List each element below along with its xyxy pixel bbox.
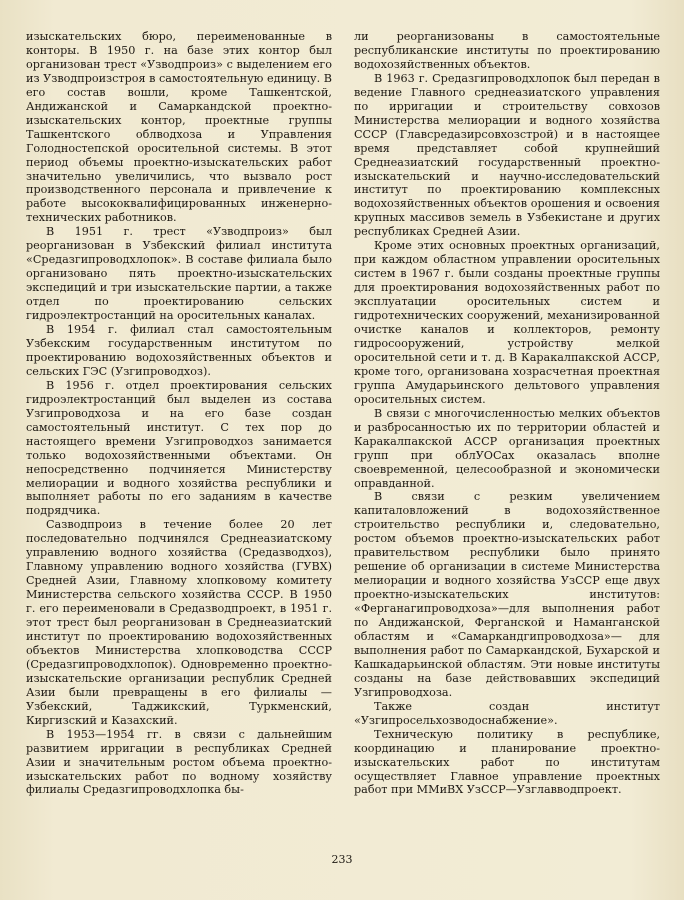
paragraph: В 1963 г. Средазгипроводхлопок был передан в ведение Главного среднеазиатского управления по ирригации и строительству совхозов Министерства мелиорации и водного хозяйства СССР (Главсредазирсовхозстрой) и в настоящее время представляет собой крупнейший Среднеазиатский государственный проектно-изыскательский и научно-исследовательский институт по проектированию комплексных водохозяйственных объектов орошения и освоения крупных массивов земель в Узбекистане и других республиках Средней Азии. <box>354 71 660 239</box>
paragraph: В 1956 г. отдел проектирования сельских гидроэлектростанций был выделен из состава Узгипроводхоза и на его базе создан самостоятельный институт. С тех пор до настоящего времени Узгипроводхоз занимается только водохозяйственными объектами. Он непосредственно подчиняется Министерству мелиорации и водного хозяйства республики и выполняет работы по его заданиям в качестве подрядчика. <box>26 378 332 518</box>
paragraph: изыскательских бюро, переименованные в конторы. В 1950 г. на базе этих контор был организован трест «Узводпроиз» с выделением его из Узводпроизстроя в самостоятельную единицу. В его состав вошли, кроме Ташкентской, Андижанской и Самаркандской проектно-изыскательских контор, проектные группы Ташкентского облводхоза и Управления Голодностепской оросительной системы. В этот период объемы проектно-изыскательских работ значительно увеличились, что вызвало рост производственного персонала и привлечение к работе высококвалифицированных инженерно-технических работников. <box>26 30 332 225</box>
paragraph: В 1953—1954 гг. в связи с дальнейшим развитием ирригации в республиках Средней Азии и значительным ростом объема проектно-изыскательских работ по водному хозяйству филиалы Средазгипроводхлопка бы- <box>26 727 332 797</box>
right-column <box>354 30 660 830</box>
paragraph: Также создан институт «Узгипросельхозводоснабжение». <box>354 699 660 727</box>
left-column <box>26 30 332 830</box>
paragraph: В связи с резким увеличением капиталовложений в водохозяйственное строительство республики и, следовательно, ростом объемов проектно-изыскательских работ правительством республики было принято решение об организации в системе Министерства мелиорации и водного хозяйства УзССР еще двух проектно-изыскательских институтов: «Ферганагипроводхоза»—для выполнения работ по Андижанской, Ферганской и Наманганской областям и «Самаркандгипроводхоза»— для выполнения работ по Самаркандской, Бухарской и Кашкадарьинской областям. Эти новые институты созданы на базе действовавших экспедиций Узгипроводхоза. <box>354 490 660 699</box>
paragraph: В 1951 г. трест «Узводпроиз» был реорганизован в Узбекский филиал института «Средазгипроводхлопок». В составе филиала было организовано пять проектно-изыскательских экспедиций и три изыскательские партии, а также отдел по проектированию сельских гидроэлектростанций на оросительных каналах. <box>26 225 332 323</box>
paragraph: Сазводпроиз в течение более 20 лет последовательно подчинялся Среднеазиатскому управлению водного хозяйства (Средазводхоз), Главному управлению водного хозяйства (ГУВХ) Средней Азии, Главному хлопковому комитету Министерства сельского хозяйства СССР. В 1950 г. его переименовали в Средазводпроект, в 1951 г. этот трест был реорганизован в Среднеазиатский институт по проектированию водохозяйственных объектов Министерства хлопководства СССР (Средазгипроводхлопок). Одновременно проектно-изыскательские организации республик Средней Азии были превращены в его филиалы — Узбекский, Таджикский, Туркменский, Киргизский и Казахский. <box>26 518 332 727</box>
paragraph: ли реорганизованы в самостоятельные республиканские институты по проектированию водохозяйственных объектов. <box>354 30 660 71</box>
paragraph: Кроме этих основных проектных организаций, при каждом областном управлении оросительных систем в 1967 г. были созданы проектные группы для проектирования водохозяйственных работ по эксплуатации оросительных систем и гидротехнических сооружений, механизированной очистке каналов и коллекторов, ремонту гидросооружений, устройству мелкой оросительной сети и т. д. В Каракалпакской АССР, кроме того, организована хозрасчетная проектная группа Амударьинского дельтового управления оросительных систем. <box>354 239 660 406</box>
paragraph: В связи с многочисленностью мелких объектов и разбросанностью их по территории областей и Каракалпакской АССР организация проектных групп при облУОСах оказалась вполне своевременной, целесообразной и экономически оправданной. <box>354 406 660 490</box>
text-columns <box>26 30 660 830</box>
paragraph: Техническую политику в республике, координацию и планирование проектно-изыскательских работ по институтам осуществляет Главное управление проектных работ при ММиВХ УзССР—Узглавводпроект. <box>354 727 660 797</box>
page-number: 233 <box>331 853 353 866</box>
paragraph: В 1954 г. филиал стал самостоятельным Узбекским государственным институтом по проектированию водохозяйственных объектов и сельских ГЭС (Узгипроводхоз). <box>26 323 332 378</box>
